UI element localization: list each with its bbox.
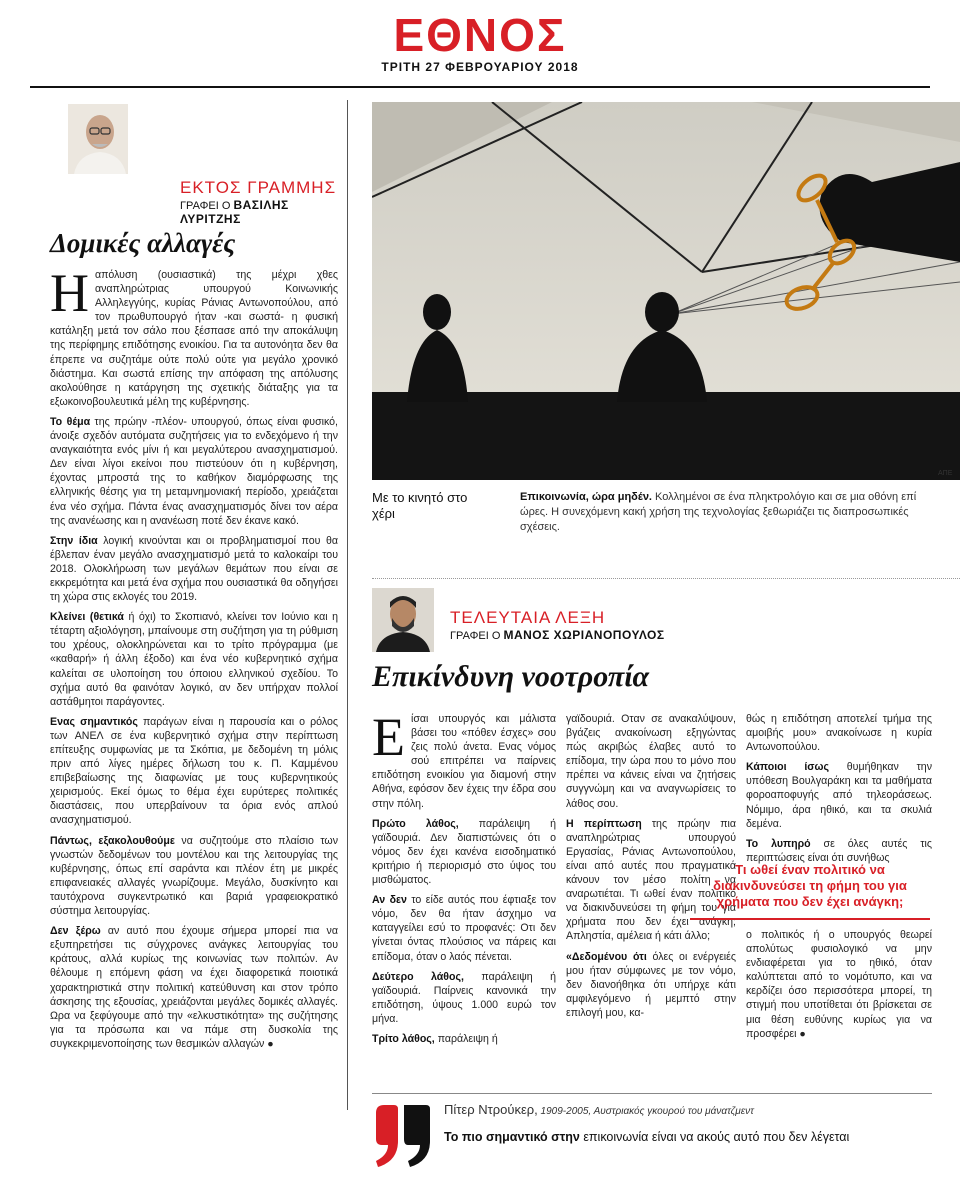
article-headline: Επικίνδυνη νοοτροπία [372, 660, 650, 693]
photo-caption-title: Με το κινητό στο χέρι [372, 490, 468, 521]
masthead-rule [30, 86, 930, 88]
author-avatar [372, 588, 434, 652]
paragraph-lead: Δεύτερο λάθος, [372, 970, 464, 983]
caption-text: Κολλημένοι σε ένα πληκτρολόγιο και σε μια οθόνη επί ώρες. Η συνεχόμενη κακή χρήση της τεχνολογίας ξεθωριάζει τις διαπροσωπικές σχέσεις. [520, 491, 917, 533]
quote-lead: Το πιο σημαντικό στην [444, 1130, 580, 1144]
byline [180, 198, 338, 226]
paragraph: παράλειψη ή [434, 1032, 498, 1045]
paragraph-lead: Πάντως, εξακολουθούμε [50, 834, 175, 847]
paragraph: παράλειψη ή γαϊδουριά. Παίρνεις κανονικά την επιδότηση, ύψους 1.000 ευρώ τον μήνα. [372, 970, 556, 1025]
paragraph: της πρώην πια αναπληρώτριας υπουργού Εργασίας, Ράνιας Αντωνοπούλου, είναι από αυτές που πραγματικά κάνουν τον μέσο πολίτη να αναρωτιέται. Τι ωθεί έναν πολιτικό να διακινδυνεύσει τη φήμη του για χρήματα που δεν έχει ανάγκη; Απληστία, αμέλεια ή κάτι άλλο; [566, 817, 736, 943]
pull-quote-rule [690, 918, 930, 920]
paragraph: θυμήθηκαν την υπόθεση Βουλγαράκη και τα μαθήματα φοροαποφυγής από τηλεοράσεως. Νόμιμο, άρα ηθικό, και τα σκυλιά δεμένα. [746, 761, 932, 830]
byline [450, 628, 665, 642]
quote-body: επικοινωνία είναι να ακούς αυτό που δεν λέγεται [579, 1130, 850, 1144]
paragraph: αν αυτό που έχουμε σήμερα μπορεί πια να εξυπηρετήσει τις σύγχρονες ανάγκες λειτουργίας του κράτους, αλλά κυρίως της κοινωνίας των πολιτών. Αν θέλουμε η επόμενη φάση να έχει διαφορετικά ποιοτικά χαρακτηριστικά στην πολιτική κατεύθυνση και στον τρόπο άσκησης της εξουσίας, χρειάζονται μεγάλες δομικές αλλαγές. Ωρα να ξεφύγουμε από την «ελκυστικότητα» της συζήτησης για τα πρόσωπα και να πάμε στη δυσκολία της συγκεκριμενοποίησης των θεσμικών αλλαγών ● [50, 925, 338, 1050]
paragraph: παράλειψη ή γαϊδουριά. Δεν διαπιστώνεις ότι ο νόμος δεν έχει κανένα εισοδηματικό κριτήριο ή περιορισμό στο ύψος του μισθώματος. [372, 817, 556, 887]
section-separator [372, 578, 960, 579]
caption-lead: Επικοινωνία, ώρα μηδέν. [520, 491, 652, 503]
masthead [0, 9, 960, 74]
quote-rule [372, 1093, 932, 1094]
paragraph: να συζητούμε στο πλαίσιο των γνωστών δεδομένων του μοντέλου και της λειτουργίας της κυβέρνησης, όπως επί σαράντα και πλέον έτη με μικρές επιφανειακές αλλαγές γνωρίζουμε. Μεγάλο, δυσκίνητο και ταυτόχρονα συγκεντρωτικό και βαριά γραφειοκρατικό σύστημα λειτουργίας. [50, 834, 338, 918]
paragraph-lead: Το θέμα [50, 415, 91, 428]
paragraph: θώς η επιδότηση αποτελεί τμήμα της αμοιβής μου» ανακοίνωσε η κυρία Αντωνοπούλου. [746, 713, 932, 754]
paragraph-lead: Αν δεν [372, 894, 407, 907]
column-title: ΤΕΛΕΥΤΑΙΑ ΛΕΞΗ [450, 608, 606, 627]
paragraph-lead: Τρίτο λάθος, [372, 1032, 435, 1045]
paragraph-lead: Η περίπτωση [566, 817, 642, 830]
paragraph-lead: Ενας σημαντικός [50, 715, 138, 728]
paragraph-lead: Κλείνει (θετικά [50, 611, 124, 624]
paragraph: λογική κινούνται και οι προβληματισμοί που θα έβλεπαν έναν μεγάλο ανασχηματισμό μετά το καλοκαίρι του 2018. Ολοκλήρωση των μεγάλων θεμάτων που είναι σε εκκρεμότητα και μετά ένα σχήμα που ουσιαστικά θα οδηγήσει τη χώρα στις εκλογές του 2019. [50, 534, 338, 604]
paragraph: σε όλες αυτές τις περιπτώσεις είναι ότι συνήθως [746, 837, 932, 864]
paragraph: το είδε αυτός που έφτιαξε τον νόμο, δεν θα ήταν άσχημο να καταγγείλει εσύ το προφανές: Οτι δεν γίνεται όντας πλούσιος να πάρεις και επίδομα, όταν ο λαός πένεται. [372, 894, 557, 963]
byline-prefix: ΓΡΑΦΕΙ Ο [180, 200, 231, 212]
dropcap: Η [50, 263, 89, 323]
article-column-3-continued [746, 928, 932, 1047]
paragraph-lead: Πρώτο λάθος, [372, 817, 459, 830]
author-name: ΜΑΝΟΣ ΧΩΡΙΑΝΟΠΟΥΛΟΣ [503, 628, 665, 642]
column-title: ΕΚΤΟΣ ΓΡΑΜΜΗΣ [180, 178, 337, 197]
article-body [50, 263, 339, 1057]
article-column-1 [372, 707, 557, 1052]
paragraph: απόλυση (ουσιαστικά) της μέχρι χθες αναπληρώτριας υπουργού Κοινωνικής Αλληλεγγύης, κυρίας Ράνιας Αντωνοπούλου, από τον πρωθυπουργό ήταν -και σωστά- η φυσική κατάληξη μετά τον σάλο που ξέσπασε από την αποκάλυψη της περίφημης επιδότησης ενοικίου. Για τα αυτονόητα δεν θα έπρεπε να συζητάμε ούτε πολύ ούτε για μεγάλο χρονικό διάστημα. Και σωστά επίσης την απόφαση της απόλυσης ακολούθησε η κατάργηση της σχετικής διάταξης για τα εξωκοινοβουλευτικά μέλη της κυβέρνησης. [50, 269, 338, 408]
paragraph: ο πολιτικός ή ο υπουργός θεωρεί απολύτως φυσιολογικό να μην ενδιαφέρεται για το ηθικό, όταν καλύπτεται από το νομότυπο, και να κερδίζει όσο περισσότερα μπορεί, τη στιγμή που υποτίθεται ότι βρίσκεται σε μια θέση ευθύνης κυρίως για να προσφέρει ● [746, 929, 932, 1040]
main-photo [372, 102, 960, 480]
quote-author-info: 1909-2005, Αυστριακός γκουρού του μάνατζμεντ [537, 1106, 754, 1117]
paragraph: όλες οι ενέργειές μου ήταν σύμφωνες με τον νόμο, δεν διανοήθηκα ότι υπήρχε κάτι αμφιλεγόμενο ή μεμπτό στην επιλογή μου, κα- [566, 950, 736, 1019]
paragraph: της πρώην -πλέον- υπουργού, όπως είναι φυσικό, άνοιξε σχεδόν αυτόματα συζητήσεις για το ενδεχόμενο ή την αναγκαιότητα ενός μίνι ή και μεγαλύτερου ανασχηματισμού. Δεν είναι λίγοι εκείνοι που πιστεύουν ότι η κυβέρνηση, έχοντας μπροστά της το καθήκον διαμόρφωσης της ελληνικής θέσης για τη μεταμνημονιακή περίοδο, χρειάζεται ένα νέο σχήμα. Πάντα ένας ανασχηματισμός δίνει τον αέρα της ανανέωσης και η ανανέωση ποτέ δεν έκανε κακό. [50, 415, 338, 527]
paragraph-lead: Το λυπηρό [746, 837, 811, 850]
paragraph: ίσαι υπουργός και μάλιστα βάσει του «πόθεν έσχες» σου ζεις πολύ άνετα. Ενας νόμος σού επιτρέπει να παίρνεις επιδότηση ενοικίου για διαμονή στην Αθήνα, εφόσον δεν έχεις την έδρα σου στην πόλη. [372, 713, 556, 810]
photo-caption [520, 490, 940, 535]
issue-date: ΤΡΙΤΗ 27 ΦΕΒΡΟΥΑΡΙΟΥ 2018 [381, 60, 579, 74]
photo-credit: ΑΠΕ [938, 470, 953, 477]
author-name: ΒΑΣΙΛΗΣ ΛΥΡΙΤΖΗΣ [180, 198, 289, 226]
paragraph-lead: Δεν ξέρω [50, 925, 101, 938]
paragraph-lead: Κάποιοι ίσως [746, 761, 829, 774]
left-column [40, 100, 338, 1185]
quote-author: Πίτερ Ντρούκερ, [444, 1102, 538, 1117]
newspaper-logo: ΕΘΝΟΣ [393, 9, 567, 61]
paragraph-lead: «Δεδομένου ότι [566, 950, 647, 963]
quote-icon [372, 1103, 430, 1169]
author-avatar [68, 104, 128, 174]
paragraph-lead: Στην ίδια [50, 534, 98, 547]
quote-attribution [444, 1102, 754, 1117]
article-headline: Δομικές αλλαγές [50, 228, 236, 258]
pull-quote: Τι ωθεί έναν πολιτικό να διακινδυνεύσει τη φήμη του για χρήματα που δεν έχει ανάγκη; [713, 862, 907, 909]
paragraph: παράγων είναι η παρουσία και ο ρόλος των ΑΝΕΛ σε ένα κυβερνητικό σχήμα στην περίπτωση επίτευξης συμφωνίας με τα Σκόπια, με δεδομένη τη μόλις πριν από λίγες ημέρες δήλωση του κ. Π. Καμμένου επιβεβαίωσης της διαφωνίας με τους κυβερνητικούς χειρισμούς. Εκεί όμως το θέμα έχει ευρύτερες πολιτικές διαστάσεις, που υπερβαίνουν τα όρια ενός απλού ανασχηματισμού. [50, 715, 339, 827]
column-divider [347, 100, 348, 1110]
paragraph: γαϊδουριά. Οταν σε ανακαλύψουν, βγάζεις ανακοίνωση εξηγώντας πώς ακριβώς έλαβες αυτό το επίδομα, την ώρα που το μόνο που πρέπει να κάνεις είναι να ζητήσεις συγγνώμη και να αναγνωρίσεις το λάθος σου. [566, 713, 736, 810]
byline-prefix: ΓΡΑΦΕΙ Ο [450, 630, 501, 642]
dropcap: Ε [372, 707, 405, 767]
article-column-3 [746, 712, 932, 871]
quote-text [444, 1130, 849, 1144]
paragraph: ή όχι) το Σκοπιανό, κλείνει τον Ιούνιο και η τέταρτη αξιολόγηση, μπαίνουμε στη συζήτηση για τη ρύθμιση του χρέους, ολοκληρώνεται και το τρίτο πρόγραμμα (με «καθαρή» ή άλλη έξοδο) και ένα νέο κυβερνητικό σχήμα καλείται σε υλοποίηση του όποιου ελληνικού σχεδίου. Το σχήμα αυτό θα φαινόταν λογικό, αν δεν υπήρχαν πολλοί αστάθμητοι παράγοντες. [50, 611, 338, 708]
